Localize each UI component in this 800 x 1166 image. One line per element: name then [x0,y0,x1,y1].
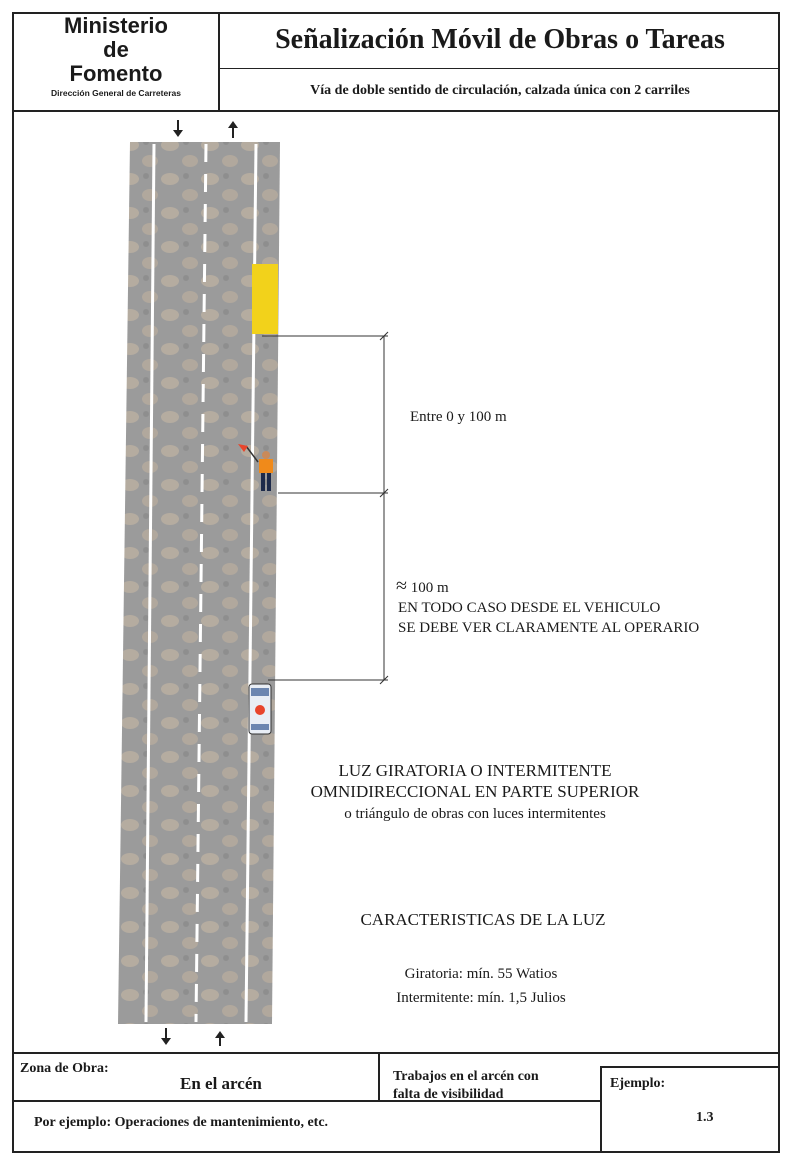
ministry-line2: de [103,37,129,62]
por-ejemplo-text: Por ejemplo: Operaciones de mantenimiento, etc. [34,1115,329,1130]
arrow-down-bottom-icon [161,1028,171,1045]
ministry-line1: Ministerio [64,13,168,38]
page-subtitle: Vía de doble sentido de circulación, calzada única con 2 carriles [310,83,690,98]
arrow-up-bottom-icon [215,1031,225,1046]
ejemplo-label: Ejemplo: [610,1076,666,1091]
ejemplo-value: 1.3 [696,1110,714,1125]
light-line2: OMNIDIRECCIONAL EN PARTE SUPERIOR [310,782,640,801]
dimension-lines [262,332,388,684]
light-line1: LUZ GIRATORIA O INTERMITENTE [338,761,612,780]
dim-upper-label: Entre 0 y 100 m [410,409,507,425]
ministry-line3: Fomento [69,61,163,86]
char-line2: Intermitente: mín. 1,5 Julios [396,990,566,1006]
light-line3: o triángulo de obras con luces intermitentes [344,806,606,822]
trabajos-line2: falta de visibilidad [393,1087,504,1102]
note-line1: EN TODO CASO DESDE EL VEHICULO [398,600,661,616]
footer-vertical-divider-1 [378,1052,380,1100]
char-block [300,962,662,1010]
footer-vertical-divider-2 [600,1066,602,1153]
work-zone [252,264,278,334]
light-description [290,760,660,825]
approx-symbol: ≈ [396,575,407,597]
zona-label: Zona de Obra: [20,1061,109,1076]
char-title: CARACTERISTICAS DE LA LUZ [360,910,606,929]
arrow-down-top-icon [173,120,183,137]
page-title: Señalización Móvil de Obras o Tareas [275,24,725,55]
zona-value: En el arcén [180,1074,262,1093]
footer-ejemplo-divider [600,1066,780,1068]
footer-top-divider [12,1052,780,1054]
vehicle-icon [249,684,271,734]
arrow-up-top-icon [228,121,238,138]
note-line2: SE DEBE VER CLARAMENTE AL OPERARIO [398,620,700,636]
dim-lower-label [396,575,449,598]
dim-lower-value: 100 m [410,580,449,596]
trabajos-description [393,1068,539,1104]
ministry-sub: Dirección General de Carreteras [51,88,181,98]
char-line1: Giratoria: mín. 55 Watios [404,966,558,982]
trabajos-line1: Trabajos en el arcén con [393,1069,539,1084]
